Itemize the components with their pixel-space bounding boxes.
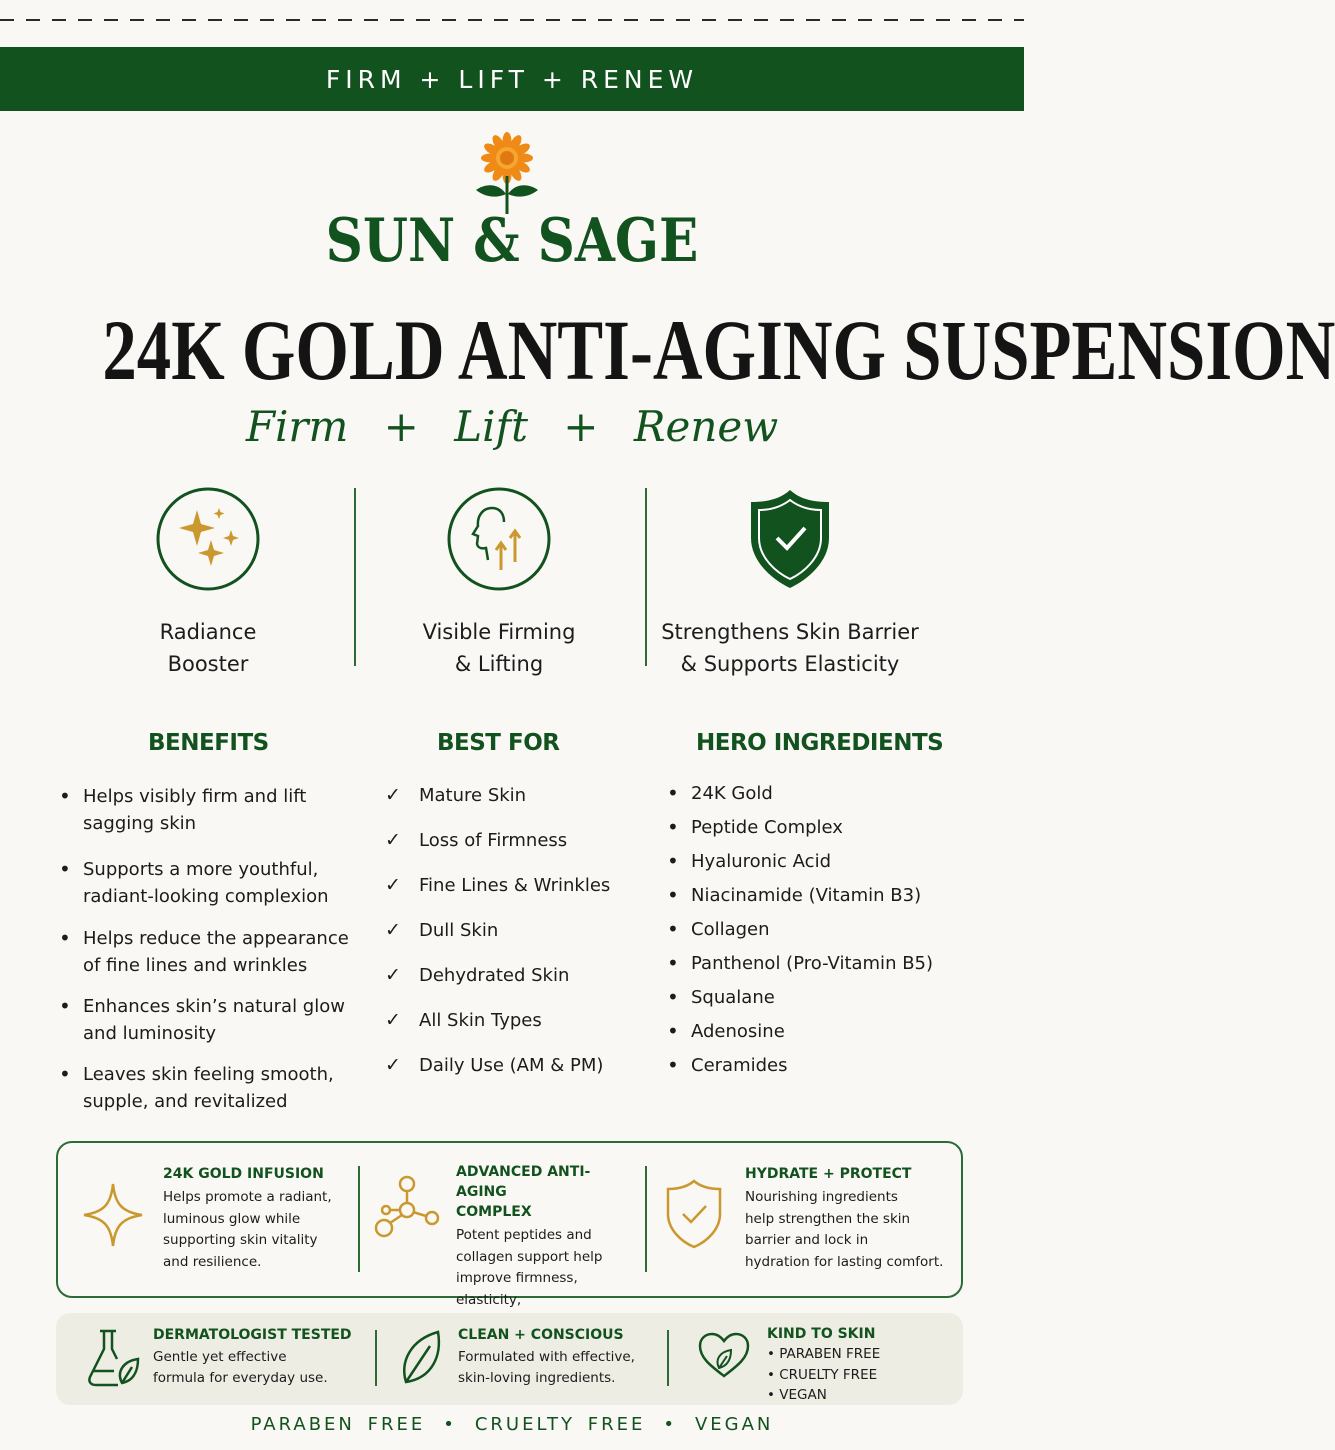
check-icon: ✓ [385, 1054, 401, 1076]
best-for-list [385, 782, 649, 1097]
list-item: • Supports a more youthful, radiant-looking complexion [83, 856, 353, 910]
list-item: ✓ Daily Use (AM & PM) [419, 1052, 649, 1097]
divider [667, 1330, 669, 1386]
leaf-icon [400, 1328, 442, 1386]
feature-label: Visible Firming & Lifting [422, 620, 576, 676]
benefits-list [83, 783, 353, 1115]
check-icon: ✓ [385, 1009, 401, 1031]
list-item: • Adenosine [691, 1018, 951, 1052]
four-point-star-icon [82, 1182, 144, 1248]
benefits-heading: BENEFITS [148, 730, 269, 756]
claim-dermatologist-tested: DERMATOLOGIST TESTED Gentle yet effective formula for everyday use. [153, 1327, 352, 1386]
divider [375, 1330, 377, 1386]
divider [354, 488, 356, 666]
list-item: ✓ Mature Skin [419, 782, 649, 827]
top-dashed-border [0, 19, 1024, 21]
check-icon: ✓ [385, 829, 401, 851]
shield-check-icon [664, 1178, 724, 1250]
divider [645, 488, 647, 666]
ingredients-list [691, 780, 951, 1086]
feature-firming [399, 486, 599, 680]
face-lift-icon [446, 486, 552, 592]
hero-ingredients-heading: HERO INGREDIENTS [696, 730, 944, 756]
highlight-gold-infusion: 24K GOLD INFUSION Helps promote a radiant, luminous glow while supporting skin vitality and resilience. [163, 1166, 332, 1270]
list-item: ✓ Dull Skin [419, 917, 649, 962]
check-icon: ✓ [385, 964, 401, 986]
sparkles-icon [155, 486, 261, 592]
check-icon: ✓ [385, 874, 401, 896]
check-icon: ✓ [385, 784, 401, 806]
molecule-icon [372, 1174, 442, 1242]
best-for-heading: BEST FOR [437, 730, 560, 756]
divider [358, 1166, 360, 1272]
product-tagline: Firm + Lift + Renew [245, 402, 779, 451]
brand-name: SUN & SAGE [325, 206, 699, 276]
list-item: • Collagen [691, 916, 951, 950]
top-banner [0, 47, 1024, 111]
list-item: • Ceramides [691, 1052, 951, 1086]
feature-label: Strengthens Skin Barrier & Supports Elasticity [661, 620, 919, 676]
list-item: • Helps reduce the appearance of fine lines and wrinkles [83, 925, 353, 979]
flask-leaf-icon [86, 1327, 140, 1387]
list-item: • Panthenol (Pro-Vitamin B5) [691, 950, 951, 984]
list-item: • Hyaluronic Acid [691, 848, 951, 882]
list-item: ✓ All Skin Types [419, 1007, 649, 1052]
shield-check-icon [737, 486, 843, 592]
divider [645, 1166, 647, 1272]
list-item: • Peptide Complex [691, 814, 951, 848]
highlight-anti-aging-complex: ADVANCED ANTI-AGING COMPLEX Potent peptides and collagen support help improve firmness, elasticity, [456, 1164, 603, 1308]
list-item: ✓ Fine Lines & Wrinkles [419, 872, 649, 917]
list-item: • Squalane [691, 984, 951, 1018]
banner-text: FIRM + LIFT + RENEW [325, 64, 699, 94]
feature-radiance [108, 486, 308, 680]
check-icon: ✓ [385, 919, 401, 941]
list-item: • Leaves skin feeling smooth, supple, and revitalized [83, 1061, 353, 1115]
claim-clean-conscious: CLEAN + CONSCIOUS Formulated with effective, skin-loving ingredients. [458, 1327, 635, 1386]
list-item: ✓ Loss of Firmness [419, 827, 649, 872]
list-item: ✓ Dehydrated Skin [419, 962, 649, 1007]
list-item: • 24K Gold [691, 780, 951, 814]
highlight-hydrate-protect: HYDRATE + PROTECT Nourishing ingredients help strengthen the skin barrier and lock in hydration for lasting comfort. [745, 1166, 944, 1270]
sunflower-logo-icon [462, 128, 552, 218]
claim-kind-to-skin: KIND TO SKIN • PARABEN FREE • CRUELTY FREE • VEGAN [767, 1326, 881, 1403]
list-item: • Enhances skin’s natural glow and luminosity [83, 993, 353, 1047]
list-item: • Niacinamide (Vitamin B3) [691, 882, 951, 916]
product-title: 24K GOLD ANTI-AGING SUSPENSION [102, 302, 1335, 398]
heart-leaf-icon [697, 1332, 751, 1380]
footer-claims: PARABEN FREE • CRUELTY FREE • VEGAN [250, 1414, 774, 1435]
feature-barrier [660, 486, 920, 680]
feature-label: Radiance Booster [159, 620, 257, 676]
list-item: • Helps visibly firm and lift sagging skin [83, 783, 353, 837]
